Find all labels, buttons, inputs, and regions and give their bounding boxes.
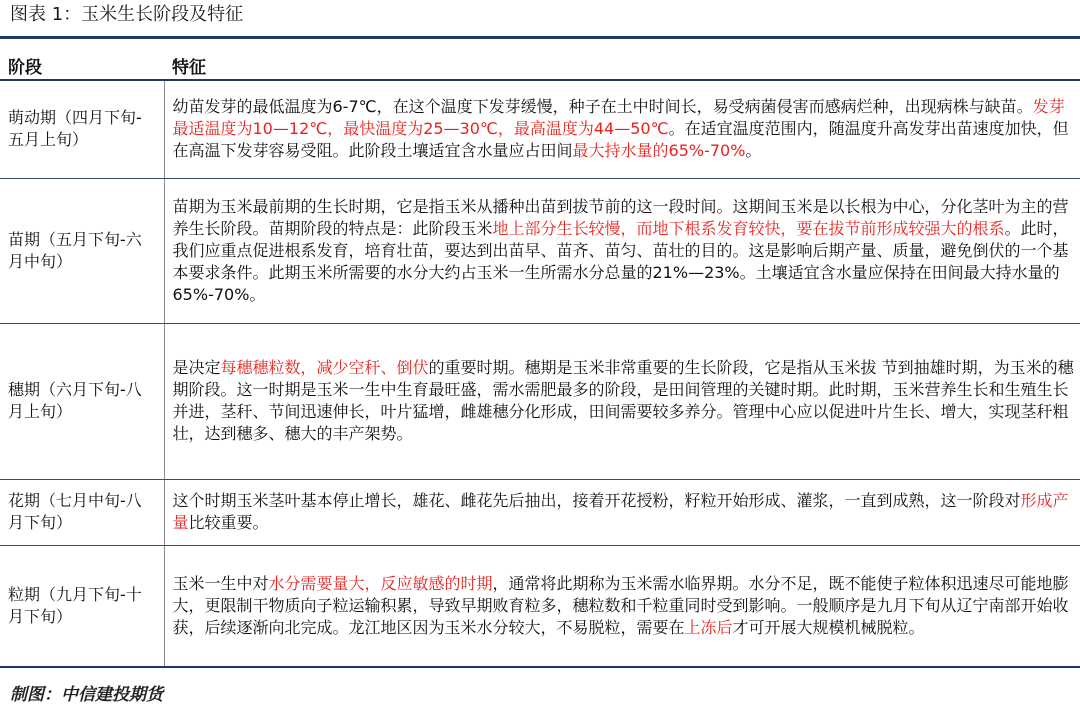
highlight-text: 最大持水量的65%-70% — [572, 141, 746, 161]
stage-cell: 花期（七月中旬-八月下旬） — [0, 479, 164, 545]
highlight-text: 发芽最适温度为10—12℃，最快温度为25—30℃，最高温度为44—50℃ — [172, 97, 1065, 139]
table-row — [0, 545, 1080, 667]
growth-stage-table — [0, 56, 1080, 668]
table-row — [0, 479, 1080, 545]
feature-text: 是决定 — [172, 358, 221, 377]
feature-text: 玉米一生中对 — [172, 573, 269, 593]
title-rule — [0, 36, 1080, 39]
feature-cell — [164, 178, 1080, 323]
table-header-row — [0, 56, 1080, 80]
feature-text: 这个时期玉米茎叶基本停止增长，雄花、雌花先后抽出，接着开花授粉，籽粒开始形成、灌浆，一直到成熟，这一阶段对 — [172, 491, 1021, 510]
highlight-text: 每穗穗粒数，减少空秆、倒伏 — [220, 358, 429, 377]
feature-cell — [164, 545, 1080, 667]
feature-text: 幼苗发芽的最低温度为6-7℃，在这个温度下发芽缓慢，种子在土中时间长，易受病菌侵害而感病烂种，出现病株与缺苗。 — [172, 97, 1033, 117]
feature-text: 比较重要。 — [188, 513, 269, 532]
table-row — [0, 323, 1080, 479]
source-credit: 制图：中信建投期货 — [10, 685, 163, 705]
stage-cell: 苗期（五月下旬-六月中旬） — [0, 178, 164, 323]
feature-cell — [164, 80, 1080, 178]
figure-title: 图表 1：玉米生长阶段及特征 — [10, 4, 244, 25]
feature-text: 。此时，我们应重点促进根系发育，培育壮苗，要达到出苗早、苗齐、苗匀、苗壮的目的。这是影响后期产量、质量，避免倒伏的一个基本要求条件。此期玉米所需要的水分大约占玉米一生所需水分总量的21%—23%。土壤适宜含水量应保持在田间最大持水量的65%-70%。 — [172, 218, 1069, 304]
feature-text: 。 — [745, 141, 762, 161]
feature-cell — [164, 323, 1080, 479]
feature-cell — [164, 479, 1080, 545]
header-stage: 阶段 — [0, 56, 164, 80]
table-row — [0, 80, 1080, 178]
feature-text: ，通常将此期称为玉米需水临界期。水分不足，既不能使子粒体积迅速尽可能地膨大，更限制干物质向子粒运输积累，导致早期败育粒多，穗粒数和千粒重同时受到影响。一般顺序是九月下旬从辽宁南部开始收获，后续逐渐向北完成。龙江地区因为玉米水分较大，不易脱粒，需要在 — [172, 573, 1069, 637]
highlight-text: 水分需要量大，反应敏感的时期 — [268, 573, 493, 593]
feature-text: 的重要时期。穗期是玉米非常重要的生长阶段，它是指从玉米拔 节到抽雄时期，为玉米的穗期阶段。这一时期是玉米一生中生育最旺盛，需水需肥最多的阶段，是田间管理的关键时期。此时期，玉米营养生长和生殖生长并进，茎秆、节间迅速伸长，叶片猛增，雌雄穗分化形成，田间需要较多养分。管理中心应以促进叶片生长、增大，实现茎秆粗壮，达到穗多、穗大的丰产架势。 — [172, 358, 1074, 443]
highlight-text: 地上部分生长较慢，而地下根系发育较快，要在拔节前形成较强大的根系 — [492, 218, 1005, 238]
header-feature: 特征 — [164, 56, 1080, 80]
feature-text: 。在适宜温度范围内，随温度升高发芽出苗速度加快，但在高温下发芽容易受阻。此阶段土壤适宜含水量应占田间 — [172, 119, 1069, 161]
stage-cell: 萌动期（四月下旬-五月上旬） — [0, 80, 164, 178]
stage-cell: 穗期（六月下旬-八月上旬） — [0, 323, 164, 479]
stage-cell: 粒期（九月下旬-十月下旬） — [0, 545, 164, 667]
feature-text: 苗期为玉米最前期的生长时期，它是指玉米从播种出苗到拔节前的这一段时间。这期间玉米是以长根为中心，分化茎叶为主的营养生长阶段。苗期阶段的特点是：此阶段玉米 — [172, 196, 1069, 238]
table-row — [0, 178, 1080, 323]
feature-text: 才可开展大规模机械脱粒。 — [732, 617, 925, 637]
highlight-text: 形成产量 — [172, 491, 1069, 532]
highlight-text: 上冻后 — [684, 617, 733, 637]
